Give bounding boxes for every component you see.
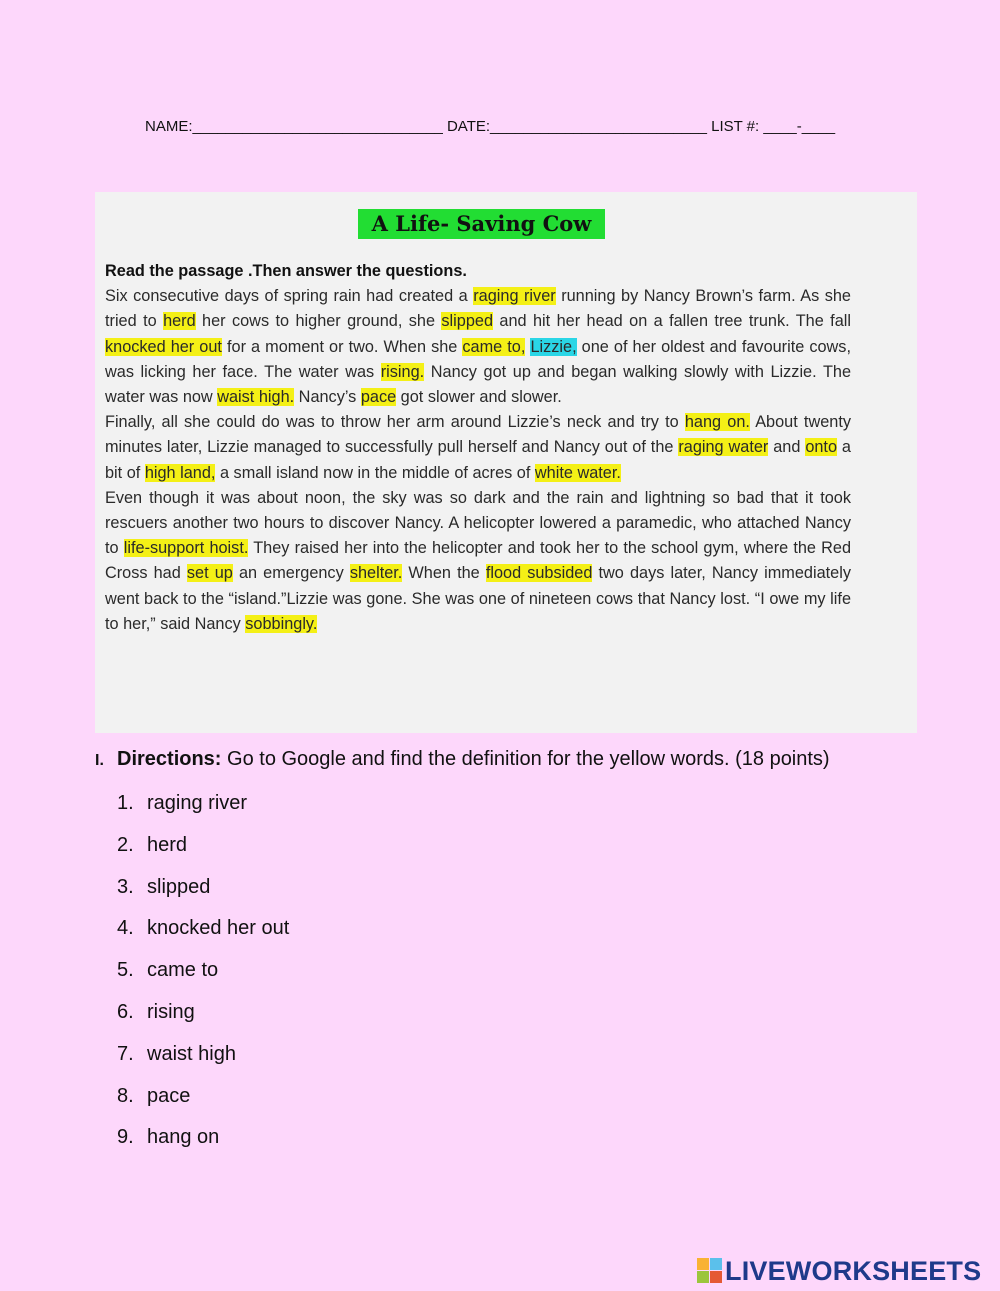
highlighted-word: onto [805, 438, 838, 457]
vocabulary-item [117, 1040, 289, 1082]
passage-text-run: running by Nancy Brown’s farm. As she tried to [105, 287, 851, 331]
passage-text-run: About twenty minutes later, Lizzie managed to successfully pull herself and Nancy out of the [105, 413, 851, 457]
passage-text-run: Nancy got up and began walking slowly with Lizzie. The water was now [105, 362, 851, 407]
item-number: 5. [117, 959, 134, 982]
directions-text: Go to Google and find the definition for the yellow words. (18 points) [221, 748, 830, 770]
item-word: came to [147, 959, 219, 982]
list-label: LIST #: [711, 118, 760, 135]
highlighted-word: life-support hoist. [123, 539, 249, 558]
highlighted-word: set up [186, 564, 233, 583]
highlighted-word: hang on. [684, 413, 750, 432]
passage-instruction: Read the passage .Then answer the questions. [105, 262, 467, 280]
passage-text-run: Nancy’s [294, 388, 361, 407]
passage-body [105, 284, 851, 637]
brand-name: LIVEWORKSHEETS [725, 1256, 982, 1286]
highlighted-word: flood subsided [485, 564, 593, 583]
passage-text-run: and [768, 438, 806, 457]
highlighted-word: sobbingly. [245, 614, 318, 633]
highlighted-word: shelter. [349, 564, 403, 583]
passage-text-run: a small island now in the middle of acres of [215, 463, 535, 482]
section-numeral: I. [95, 752, 104, 769]
passage-text-run: Even though it was about noon, the sky was so dark and the rain and lightning so bad that it took rescuers another two hours to discover Nancy. A helicopter lowered a paramedic, who attached Nancy to [105, 488, 851, 558]
item-word: herd [147, 833, 188, 856]
vocabulary-list [117, 789, 289, 1165]
highlighted-word: knocked her out [105, 337, 222, 356]
passage-text-run: two days later, Nancy immediately went back to the “island.”Lizzie was gone. She was one of nineteen cows that Nancy lost. “I owe my life to her,” said Nancy [105, 564, 851, 633]
passage-text-run: an emergency [232, 564, 350, 583]
highlighted-word: came to, [462, 337, 526, 356]
vocabulary-item [117, 998, 289, 1040]
passage-title: A Life- Saving Cow [358, 209, 605, 239]
item-word: slipped [147, 875, 211, 898]
passage-text-run: Finally, all she could do was to throw her arm around Lizzie’s neck and try to [105, 413, 685, 432]
passage-text-run: a bit of [105, 438, 851, 482]
name-label: NAME: [145, 118, 193, 135]
item-word: pace [147, 1084, 191, 1107]
vocabulary-item [117, 914, 289, 956]
item-number: 3. [117, 875, 134, 898]
item-number: 2. [117, 833, 134, 856]
highlighted-word: pace [360, 388, 397, 407]
item-number: 1. [117, 792, 134, 814]
highlighted-word: waist high. [217, 388, 295, 407]
item-number: 7. [117, 1042, 134, 1065]
passage-text-run: one of her oldest and favourite cows, was licking her face. The water was [105, 337, 851, 381]
highlighted-word: raging river [473, 287, 556, 306]
highlighted-word: slipped [441, 312, 494, 331]
vocabulary-item [117, 1082, 289, 1124]
directions-label: Directions: [117, 748, 222, 770]
vocabulary-item [117, 789, 289, 831]
passage-image [95, 192, 917, 733]
passage-text-run: Six consecutive days of spring rain had created a [105, 287, 474, 306]
liveworksheets-logo[interactable] [697, 1256, 981, 1286]
passage-text-run: They raised her into the helicopter and took her to the school gym, where the Red Cross had [105, 539, 852, 583]
date-label: DATE: [446, 118, 491, 135]
passage-text-run: When the [402, 564, 486, 583]
highlighted-word: herd [163, 312, 196, 331]
highlighted-word: raging water [678, 438, 769, 457]
passage-text-run: for a moment or two. When she [221, 337, 463, 356]
item-number: 4. [117, 917, 134, 940]
highlighted-word: white water. [534, 463, 621, 482]
item-number: 9. [117, 1126, 134, 1149]
student-info-line [145, 118, 905, 135]
item-number: 6. [117, 1000, 134, 1023]
passage-text-run: got slower and slower. [396, 388, 562, 407]
list-blank[interactable]: ____-____ [763, 118, 836, 135]
name-blank[interactable]: ______________________________ [192, 118, 443, 135]
item-word: knocked her out [147, 917, 290, 940]
highlighted-word: high land, [144, 463, 216, 482]
passage-text-run: her cows to higher ground, she [195, 312, 442, 331]
item-word: hang on [147, 1126, 220, 1149]
item-word: waist high [147, 1042, 236, 1065]
passage-text [105, 259, 851, 637]
passage-text-run: and hit her head on a fallen tree trunk. The fall [493, 312, 851, 331]
vocabulary-item [117, 873, 289, 915]
highlighted-word: rising. [380, 362, 425, 381]
item-word: rising [147, 1000, 195, 1023]
item-number: 8. [117, 1084, 134, 1107]
vocabulary-item [117, 956, 289, 998]
highlighted-name: Lizzie, [530, 337, 577, 356]
item-word: raging river [147, 792, 248, 814]
date-blank[interactable]: __________________________ [490, 118, 707, 135]
liveworksheets-logo-icon [697, 1258, 723, 1284]
vocabulary-item [117, 831, 289, 873]
directions [95, 748, 830, 771]
vocabulary-item [117, 1123, 289, 1165]
